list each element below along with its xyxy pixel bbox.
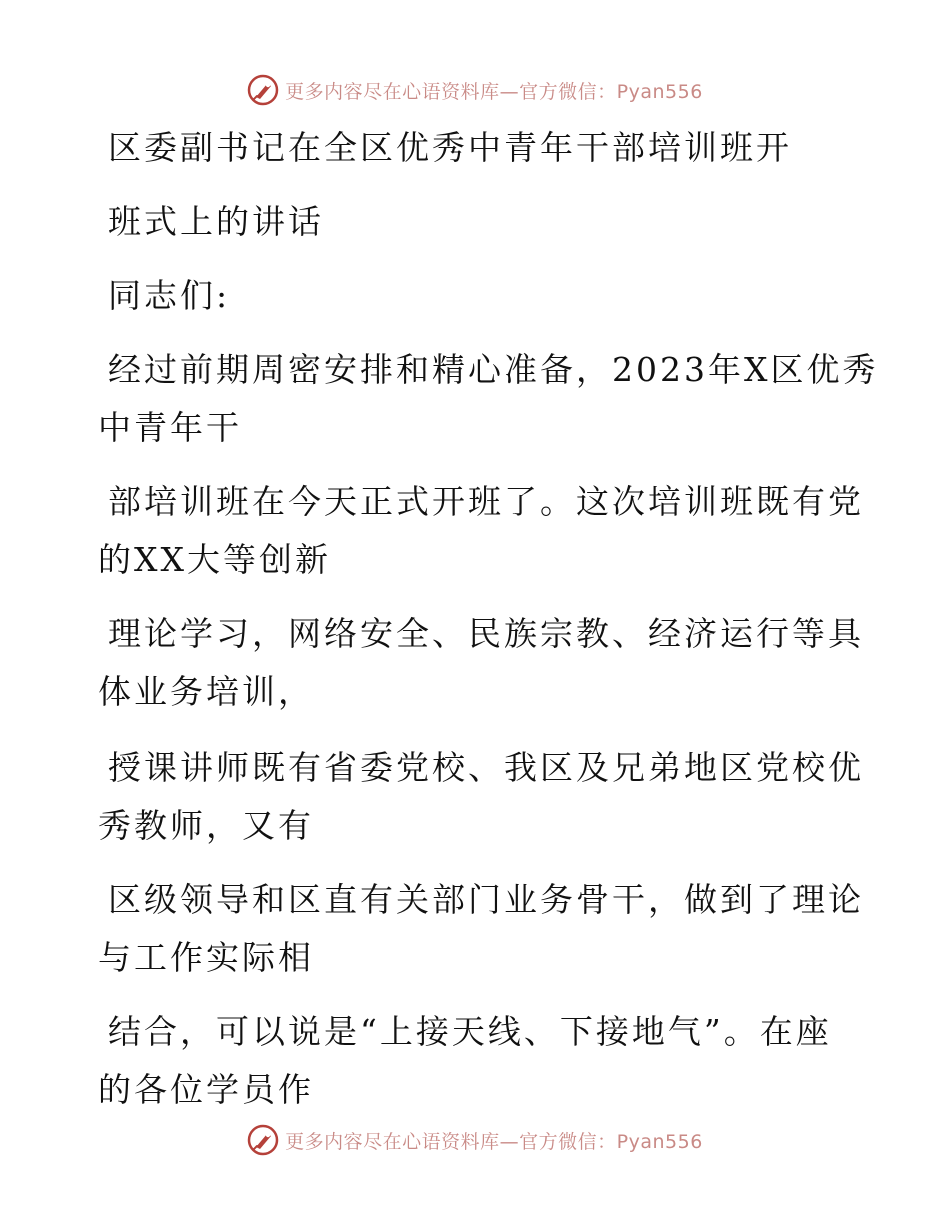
document-title-line-2: 班式上的讲话 [108,202,324,241]
watermark-text: 更多内容尽在心语资料库—官方微信：Pyan556 [285,80,703,103]
watermark-text: 更多内容尽在心语资料库—官方微信：Pyan556 [285,1130,703,1153]
paragraph-line: 的XX大等创新 [98,540,331,579]
paragraph-line: 的各位学员作 [98,1070,314,1109]
paragraph-line: 理论学习，网络安全、民族宗教、经济运行等具 [108,614,864,653]
paragraph-line: 与工作实际相 [98,938,314,977]
paragraph-line: 体业务培训， [98,672,314,711]
paragraph-line: 区级领导和区直有关部门业务骨干，做到了理论 [108,880,864,919]
salutation: 同志们: [108,276,231,315]
paragraph-line: 中青年干 [98,408,242,447]
document-title-line-1: 区委副书记在全区优秀中青年干部培训班开 [108,128,792,167]
footer-watermark [0,1120,950,1160]
paragraph-line: 授课讲师既有省委党校、我区及兄弟地区党校优 [108,748,864,787]
pen-nib-logo-icon [247,1124,279,1156]
paragraph-line: 经过前期周密安排和精心准备，2023年X区优秀 [108,350,879,389]
paragraph-line: 结合，可以说是“上接天线、下接地气”。在座 [108,1012,832,1051]
paragraph-line: 秀教师，又有 [98,806,314,845]
paragraph-line: 部培训班在今天正式开班了。这次培训班既有党 [108,482,864,521]
